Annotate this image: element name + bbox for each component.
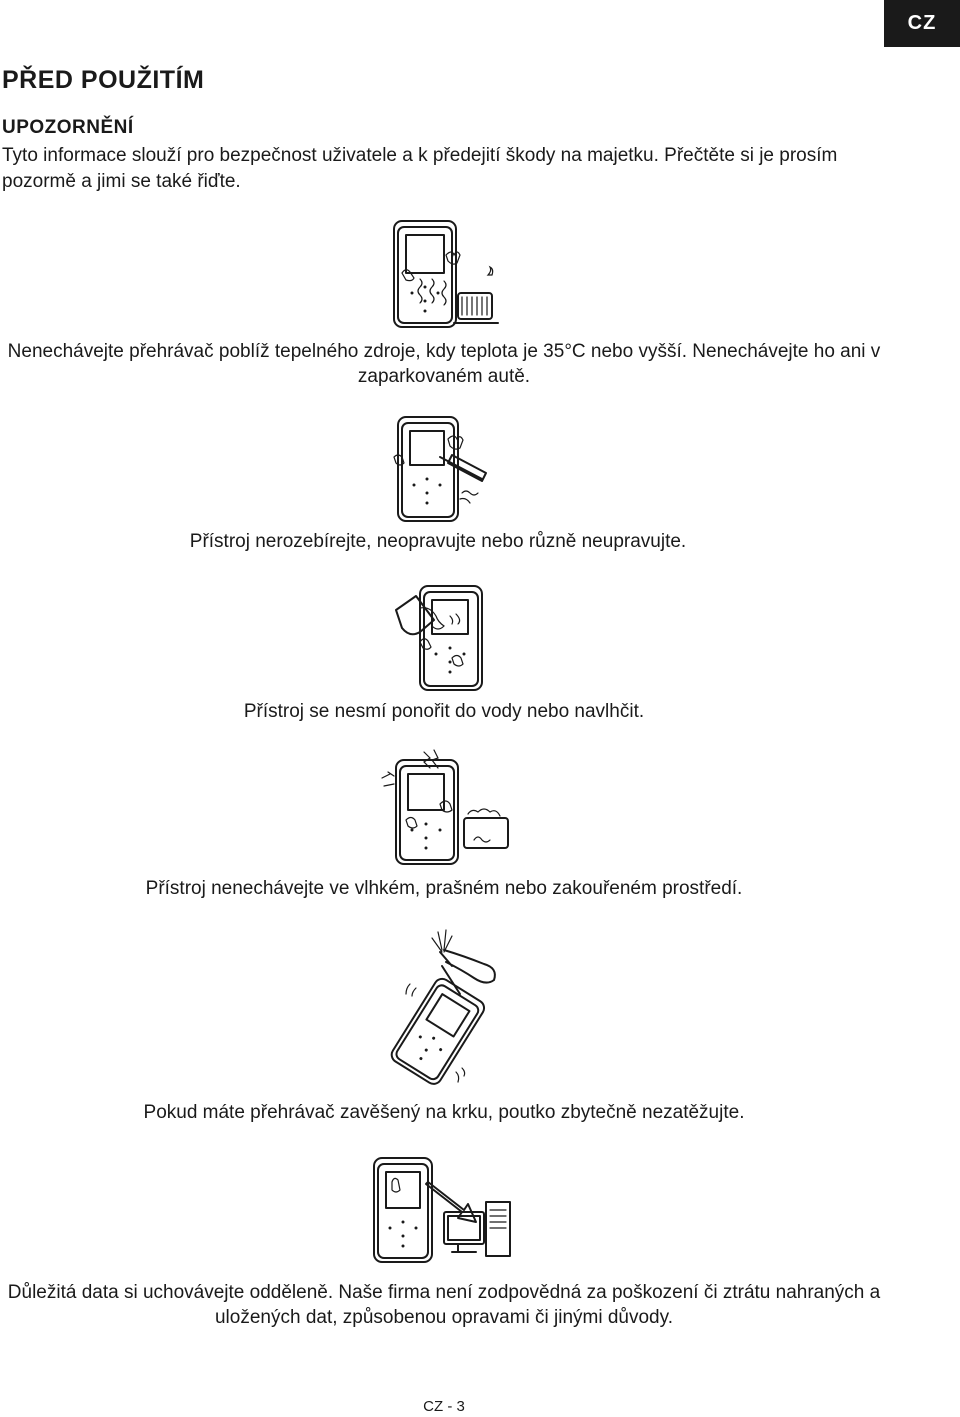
neck-strap-icon: [380, 928, 510, 1088]
section-title: UPOZORNĚNÍ: [2, 117, 134, 138]
disassembly-icon: [390, 413, 510, 525]
intro-text: Tyto informace slouží pro bezpečnost uživatele a k předejití škody na majetku. Přečtěte si je prosím pozormě a jimi se také řiďte.: [2, 145, 838, 192]
language-tab: CZ: [884, 0, 960, 47]
water-icon: [390, 582, 500, 694]
page-title: PŘED POUŽITÍM: [2, 66, 205, 94]
heat-source-icon: [390, 215, 520, 335]
warning-heat-text: Nenechávejte přehrávač poblíž tepelného zdroje, kdy teplota je 35°C nebo vyšší. Nenechávejte ho ani v zaparkovaném autě.: [7, 341, 881, 387]
backup-data-icon: [368, 1152, 518, 1270]
warning-strap-text: Pokud máte přehrávač zavěšený na krku, poutko zbytečně nezatěžujte.: [143, 1102, 745, 1123]
warning-backup-text: Důležitá data si uchovávejte odděleně. Naše firma není zodpovědná za poškození či ztrátu nahraných a uložených dat, způsobenou opravami či jinými důvody.: [7, 1282, 881, 1328]
humid-dusty-icon: [380, 748, 520, 866]
page-number: CZ - 3: [423, 1398, 465, 1415]
warning-humid-text: Přístroj nenechávejte ve vlhkém, prašném nebo zakouřeném prostředí.: [145, 878, 743, 899]
warning-disassembly-text: Přístroj nerozebírejte, neopravujte nebo různě neupravujte.: [189, 531, 687, 552]
warning-water-text: Přístroj se nesmí ponořit do vody nebo navlhčit.: [243, 701, 645, 722]
